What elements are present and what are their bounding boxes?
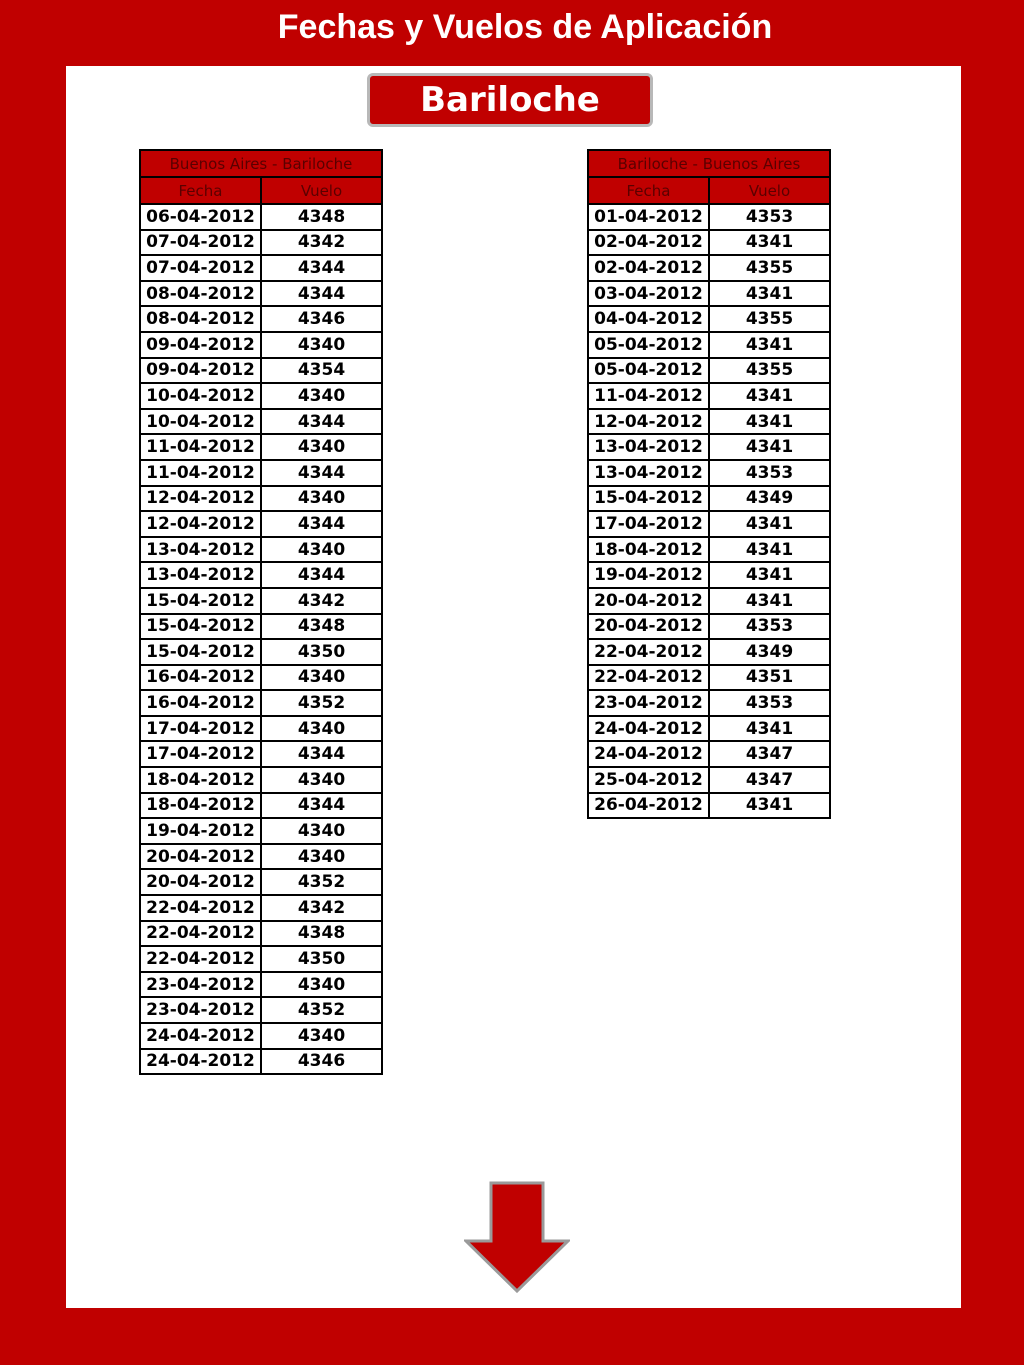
flight-date: 18-04-2012 [140, 793, 261, 819]
flight-date: 20-04-2012 [588, 614, 709, 640]
table-row [588, 332, 830, 358]
table-row [588, 460, 830, 486]
flight-date: 26-04-2012 [588, 793, 709, 819]
flight-date: 11-04-2012 [140, 460, 261, 486]
flight-date: 05-04-2012 [588, 332, 709, 358]
table-row [588, 230, 830, 256]
flight-date: 08-04-2012 [140, 281, 261, 307]
table-row [140, 306, 382, 332]
table-row [140, 844, 382, 870]
outbound-table-title: Buenos Aires - Bariloche [140, 150, 382, 177]
flight-number: 4344 [261, 460, 382, 486]
table-row [140, 921, 382, 947]
flight-date: 11-04-2012 [588, 383, 709, 409]
flight-number: 4344 [261, 281, 382, 307]
flight-number: 4353 [709, 460, 830, 486]
flight-number: 4350 [261, 946, 382, 972]
inbound-flights-table [587, 149, 831, 819]
table-row [140, 255, 382, 281]
flight-number: 4355 [709, 306, 830, 332]
table-row [588, 486, 830, 512]
table-row [140, 537, 382, 563]
table-row [588, 537, 830, 563]
flight-number: 4351 [709, 665, 830, 691]
flight-number: 4340 [261, 767, 382, 793]
flight-date: 13-04-2012 [588, 434, 709, 460]
flight-date: 07-04-2012 [140, 230, 261, 256]
flight-date: 06-04-2012 [140, 204, 261, 230]
table-row [588, 741, 830, 767]
table-row [140, 690, 382, 716]
table-row [588, 434, 830, 460]
flight-number: 4340 [261, 434, 382, 460]
table-row [588, 409, 830, 435]
flight-number: 4340 [261, 383, 382, 409]
table-row [140, 460, 382, 486]
flight-date: 12-04-2012 [140, 511, 261, 537]
inbound-table-title: Bariloche - Buenos Aires [588, 150, 830, 177]
table-row [588, 614, 830, 640]
flight-date: 03-04-2012 [588, 281, 709, 307]
flight-date: 01-04-2012 [588, 204, 709, 230]
table-row [588, 255, 830, 281]
flight-number: 4352 [261, 997, 382, 1023]
flight-number: 4353 [709, 204, 830, 230]
flight-date: 23-04-2012 [140, 972, 261, 998]
table-row [140, 767, 382, 793]
flight-date: 12-04-2012 [588, 409, 709, 435]
table-row [140, 1049, 382, 1075]
flight-date: 19-04-2012 [588, 562, 709, 588]
flight-number: 4340 [261, 665, 382, 691]
table-row [140, 281, 382, 307]
flight-number: 4341 [709, 716, 830, 742]
flight-number: 4341 [709, 434, 830, 460]
flight-date: 04-04-2012 [588, 306, 709, 332]
flight-date: 22-04-2012 [140, 895, 261, 921]
table-row [140, 895, 382, 921]
flight-number: 4347 [709, 767, 830, 793]
table-row [140, 614, 382, 640]
flight-number: 4346 [261, 306, 382, 332]
flight-number: 4340 [261, 716, 382, 742]
inbound-table-body [588, 204, 830, 818]
table-row [588, 358, 830, 384]
flight-number: 4340 [261, 332, 382, 358]
flight-date: 16-04-2012 [140, 690, 261, 716]
outbound-col-vuelo: Vuelo [261, 177, 382, 204]
flight-date: 11-04-2012 [140, 434, 261, 460]
flight-date: 15-04-2012 [140, 588, 261, 614]
flight-date: 16-04-2012 [140, 665, 261, 691]
flight-number: 4348 [261, 204, 382, 230]
flight-number: 4344 [261, 511, 382, 537]
arrow-down-icon[interactable] [464, 1181, 570, 1293]
table-row [140, 1023, 382, 1049]
flight-number: 4341 [709, 230, 830, 256]
table-row [588, 281, 830, 307]
flight-number: 4340 [261, 486, 382, 512]
flight-date: 22-04-2012 [140, 921, 261, 947]
flight-number: 4344 [261, 741, 382, 767]
flight-date: 15-04-2012 [140, 639, 261, 665]
table-row [140, 511, 382, 537]
table-row [588, 588, 830, 614]
flight-number: 4341 [709, 383, 830, 409]
flight-number: 4341 [709, 588, 830, 614]
table-row [588, 383, 830, 409]
flight-number: 4355 [709, 255, 830, 281]
flight-number: 4353 [709, 690, 830, 716]
table-row [140, 665, 382, 691]
flight-number: 4350 [261, 639, 382, 665]
bariloche-button[interactable]: Bariloche [367, 73, 653, 127]
flight-date: 22-04-2012 [588, 639, 709, 665]
flight-date: 07-04-2012 [140, 255, 261, 281]
table-row [588, 639, 830, 665]
flight-number: 4354 [261, 358, 382, 384]
flight-date: 02-04-2012 [588, 230, 709, 256]
flight-date: 13-04-2012 [140, 537, 261, 563]
flight-date: 17-04-2012 [588, 511, 709, 537]
flight-number: 4341 [709, 281, 830, 307]
flight-number: 4342 [261, 230, 382, 256]
outbound-flights-table [139, 149, 383, 1075]
outbound-table-body [140, 204, 382, 1074]
flight-date: 24-04-2012 [588, 741, 709, 767]
table-row [140, 946, 382, 972]
table-row [140, 434, 382, 460]
flight-number: 4348 [261, 614, 382, 640]
flight-date: 17-04-2012 [140, 741, 261, 767]
flight-date: 10-04-2012 [140, 383, 261, 409]
table-row [140, 639, 382, 665]
table-row [140, 383, 382, 409]
table-row [140, 332, 382, 358]
flight-date: 25-04-2012 [588, 767, 709, 793]
flight-number: 4344 [261, 793, 382, 819]
table-row [140, 486, 382, 512]
flight-date: 15-04-2012 [140, 614, 261, 640]
flight-date: 23-04-2012 [140, 997, 261, 1023]
flight-date: 17-04-2012 [140, 716, 261, 742]
flight-date: 20-04-2012 [140, 869, 261, 895]
flight-number: 4342 [261, 588, 382, 614]
flight-date: 22-04-2012 [588, 665, 709, 691]
table-row [140, 562, 382, 588]
flight-date: 22-04-2012 [140, 946, 261, 972]
flight-number: 4340 [261, 972, 382, 998]
flight-date: 10-04-2012 [140, 409, 261, 435]
flight-date: 12-04-2012 [140, 486, 261, 512]
flight-number: 4340 [261, 818, 382, 844]
table-row [140, 741, 382, 767]
flight-date: 20-04-2012 [588, 588, 709, 614]
flight-date: 09-04-2012 [140, 358, 261, 384]
flight-number: 4341 [709, 409, 830, 435]
table-row [140, 869, 382, 895]
table-row [140, 997, 382, 1023]
flight-number: 4349 [709, 639, 830, 665]
table-row [588, 306, 830, 332]
flight-date: 24-04-2012 [140, 1049, 261, 1075]
flight-date: 23-04-2012 [588, 690, 709, 716]
table-row [140, 818, 382, 844]
flight-date: 13-04-2012 [588, 460, 709, 486]
table-row [140, 793, 382, 819]
flight-date: 08-04-2012 [140, 306, 261, 332]
table-row [588, 562, 830, 588]
flight-number: 4341 [709, 332, 830, 358]
inbound-col-fecha: Fecha [588, 177, 709, 204]
flight-number: 4346 [261, 1049, 382, 1075]
flight-date: 02-04-2012 [588, 255, 709, 281]
table-row [588, 716, 830, 742]
table-row [140, 204, 382, 230]
table-row [140, 716, 382, 742]
flight-number: 4352 [261, 690, 382, 716]
flight-number: 4355 [709, 358, 830, 384]
table-row [140, 409, 382, 435]
table-row [588, 204, 830, 230]
flight-number: 4349 [709, 486, 830, 512]
table-row [588, 511, 830, 537]
outbound-col-fecha: Fecha [140, 177, 261, 204]
flight-number: 4340 [261, 844, 382, 870]
flight-number: 4353 [709, 614, 830, 640]
flight-number: 4344 [261, 409, 382, 435]
flight-date: 24-04-2012 [588, 716, 709, 742]
flight-date: 18-04-2012 [140, 767, 261, 793]
table-row [140, 358, 382, 384]
flight-number: 4341 [709, 537, 830, 563]
flight-date: 18-04-2012 [588, 537, 709, 563]
table-row [588, 665, 830, 691]
flight-date: 24-04-2012 [140, 1023, 261, 1049]
flight-number: 4342 [261, 895, 382, 921]
flight-number: 4340 [261, 537, 382, 563]
table-row [588, 793, 830, 819]
flight-number: 4341 [709, 511, 830, 537]
flight-number: 4340 [261, 1023, 382, 1049]
flight-number: 4341 [709, 562, 830, 588]
flight-date: 09-04-2012 [140, 332, 261, 358]
flight-date: 20-04-2012 [140, 844, 261, 870]
table-row [588, 690, 830, 716]
inbound-col-vuelo: Vuelo [709, 177, 830, 204]
flight-number: 4341 [709, 793, 830, 819]
flight-date: 05-04-2012 [588, 358, 709, 384]
table-row [140, 230, 382, 256]
flight-number: 4352 [261, 869, 382, 895]
flight-number: 4347 [709, 741, 830, 767]
flight-number: 4344 [261, 562, 382, 588]
table-row [140, 972, 382, 998]
flight-date: 13-04-2012 [140, 562, 261, 588]
flight-number: 4348 [261, 921, 382, 947]
flight-number: 4344 [261, 255, 382, 281]
flight-date: 19-04-2012 [140, 818, 261, 844]
table-row [140, 588, 382, 614]
page-title: Fechas y Vuelos de Aplicación [277, 8, 773, 46]
flight-date: 15-04-2012 [588, 486, 709, 512]
table-row [588, 767, 830, 793]
